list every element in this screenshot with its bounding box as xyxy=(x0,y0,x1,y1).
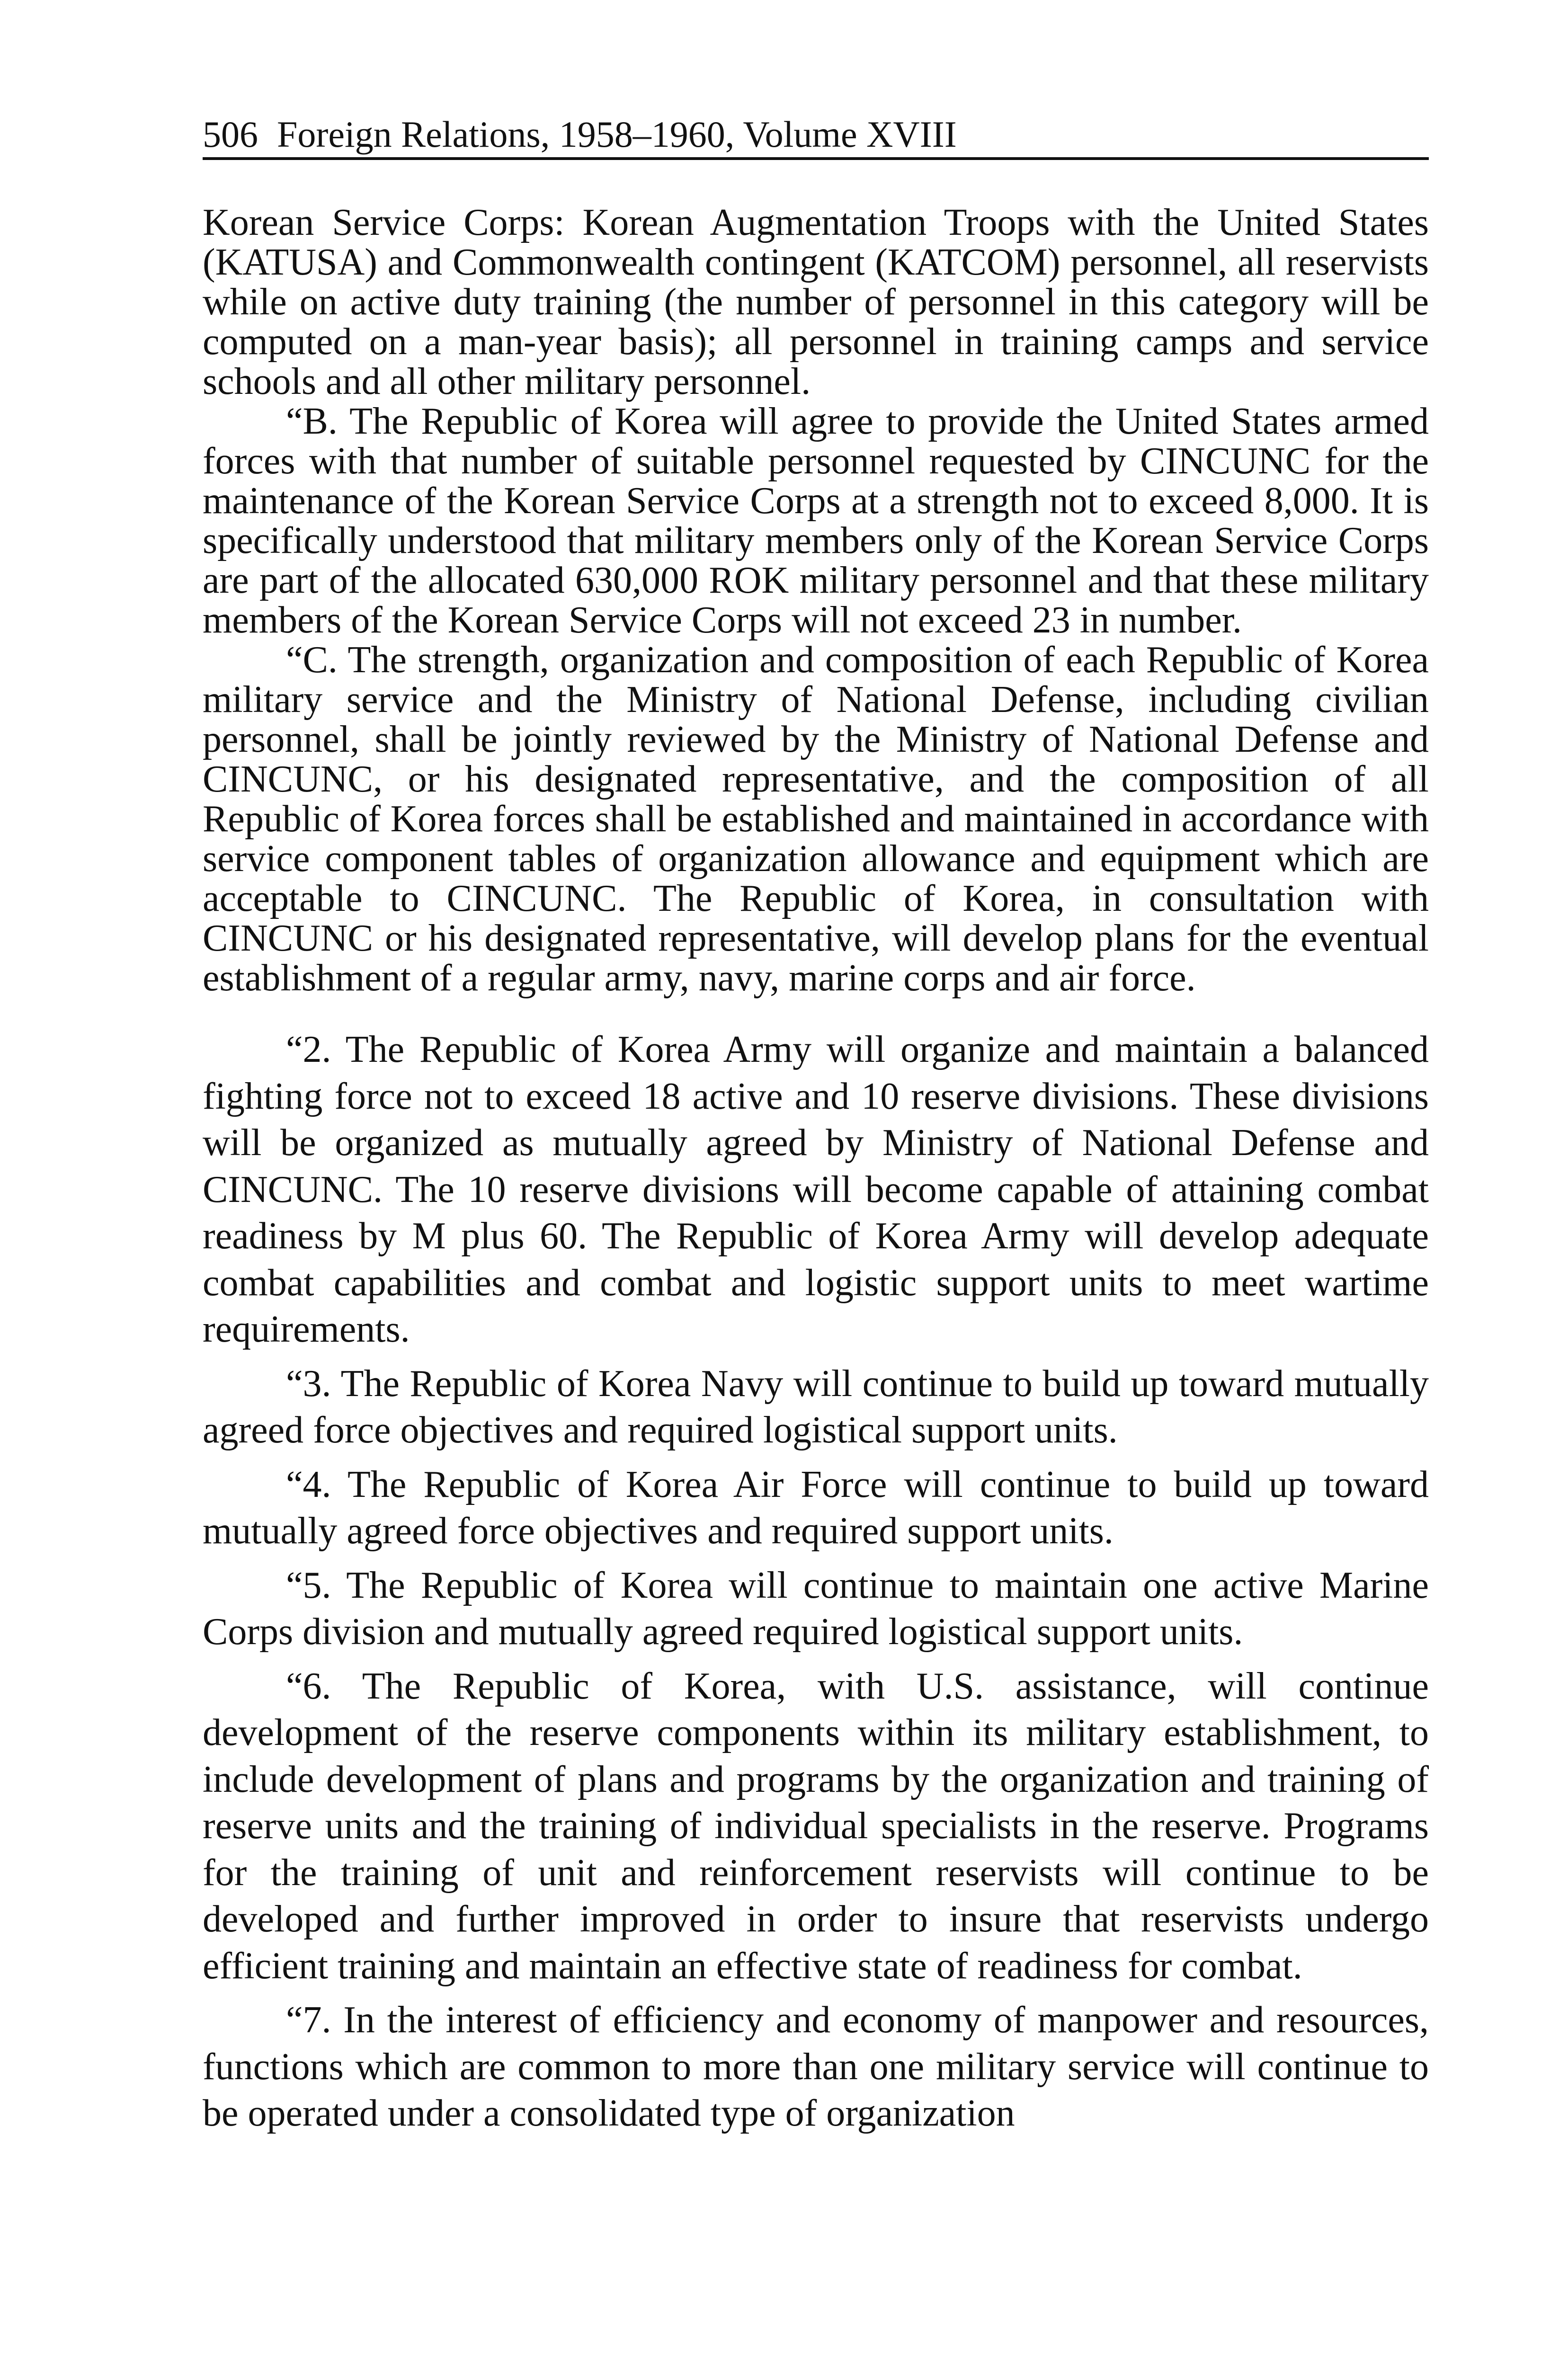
paragraph-7: “7. In the interest of efficiency and economy of manpower and resources, functions which are common to more than one military service will continue to be operated under a consolidated type of organization xyxy=(203,1999,1429,2134)
body-text xyxy=(203,203,1429,2145)
paragraph-korean-service-corps: Korean Service Corps: Korean Augmentation Troops with the United States (KATUSA) and Commonwealth contingent (KATCOM) personnel, all reservists while on active duty training (the number of personnel in this category will be computed on a man-year basis); all personnel in training camps and service schools and all other military personnel. xyxy=(203,202,1429,402)
paragraph-2: “2. The Republic of Korea Army will organize and maintain a balanced fighting force not to exceed 18 active and 10 reserve divisions. These divisions will be organized as mutually agreed by Ministry of National Defense and CINCUNC. The 10 reserve divisions will become capable of attaining combat readiness by M plus 60. The Republic of Korea Army will develop adequate combat capabilities and combat and logistic support units to meet wartime requirements. xyxy=(203,1029,1429,1350)
paragraph-6: “6. The Republic of Korea, with U.S. assistance, will continue development of the reserve components within its military establishment, to include development of plans and programs by the organization and training of reserve units and the training of individual specialists in the reserve. Programs for the training of unit and reinforcement reservists will continue to be developed and further improved in order to insure that reservists undergo efficient training and maintain an effective state of readiness for combat. xyxy=(203,1665,1429,1987)
numbered-paragraphs xyxy=(203,1026,1429,2137)
paragraph-4: “4. The Republic of Korea Air Force will continue to build up toward mutually agreed force objectives and required support units. xyxy=(203,1463,1429,1552)
series-title: Foreign Relations, 1958–1960, Volume XVIII xyxy=(277,114,957,155)
paragraph-b: “B. The Republic of Korea will agree to provide the United States armed forces with that number of suitable personnel requested by CINCUNC for the maintenance of the Korean Service Corps at a strength not to exceed 8,000. It is specifically understood that military members only of the Korean Service Corps are part of the allocated 630,000 ROK military personnel and that these military members of the Korean Service Corps will not exceed 23 in number. xyxy=(203,400,1429,641)
paragraph-3: “3. The Republic of Korea Navy will continue to build up toward mutually agreed force objectives and required logistical support units. xyxy=(203,1362,1429,1451)
running-header xyxy=(203,108,1429,160)
running-head-line xyxy=(203,115,957,154)
page-number: 506 xyxy=(203,114,258,155)
paragraph-c: “C. The strength, organization and composition of each Republic of Korea military service and the Ministry of National Defense, including civilian personnel, shall be jointly reviewed by the Ministry of National Defense and CINCUNC, or his designated representative, and the composition of all Republic of Korea forces shall be established and maintained in accordance with service component tables of organization allowance and equipment which are acceptable to CINCUNC. The Republic of Korea, in consultation with CINCUNC or his designated representative, will develop plans for the eventual establishment of a regular army, navy, marine corps and air force. xyxy=(203,639,1429,999)
excerpt-block xyxy=(203,203,1429,998)
paragraph-5: “5. The Republic of Korea will continue to maintain one active Marine Corps division and mutually agreed required logistical support units. xyxy=(203,1564,1429,1653)
